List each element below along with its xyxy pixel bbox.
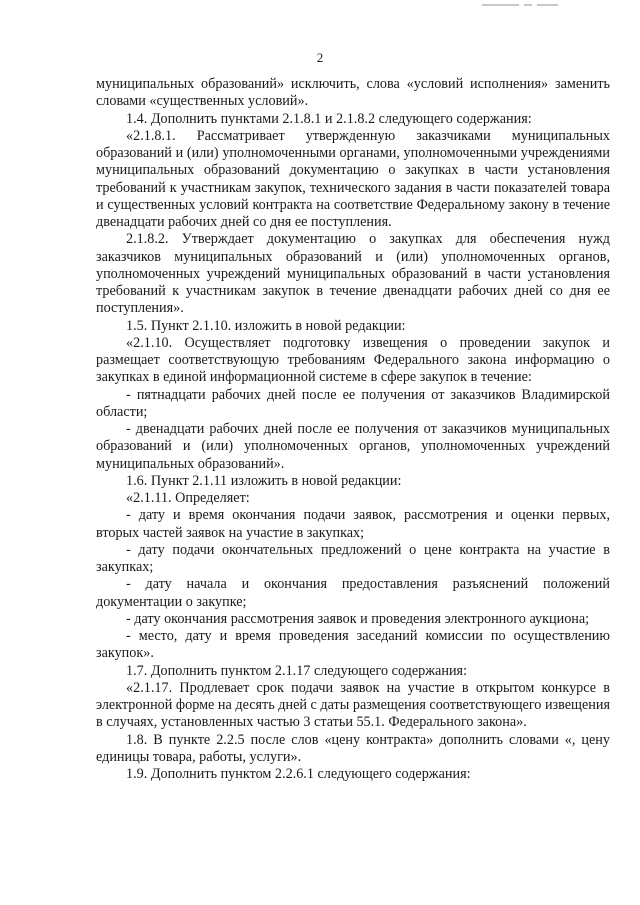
page-number: 2 <box>316 50 324 65</box>
paragraph: «2.1.17. Продлевает срок подачи заявок на участие в открытом конкурсе в электронной форме на десять дней с даты размещения соответствующего извещения в случаях, установленных частью 3 статьи 55.1. Федерального закона». <box>96 679 610 731</box>
paragraph: 1.9. Дополнить пунктом 2.2.6.1 следующего содержания: <box>126 766 471 782</box>
paragraph: «2.1.11. Определяет: <box>126 490 250 506</box>
paragraph: муниципальных образований» исключить, слова «условий исполнения» заменить словами «существенных условий». <box>96 76 610 110</box>
paragraph: 1.6. Пункт 2.1.11 изложить в новой редакции: <box>126 472 402 489</box>
list-item: - двенадцати рабочих дней после ее получения от заказчиков муниципальных образований и (или) уполномоченных органов, уполномоченных учреждений муниципальных образований». <box>96 421 610 472</box>
paragraph: 1.7. Дополнить пунктом 2.1.17 следующего содержания: <box>126 662 468 679</box>
scan-artifact <box>482 2 558 7</box>
paragraph: «2.1.8.1. Рассматривает утвержденную заказчиками муниципальных образований и (или) уполномоченными органами, уполномоченными учреждениями муниципальных образований документацию о закупках в части установления требований к участникам закупок, технического задания в части показателей товара и существенных условий контракта на соответствие Федеральному закону в течение двенадцати рабочих дней со дня ее поступления. <box>96 127 610 230</box>
list-item: - дату подачи окончательных предложений о цене контракта на участие в закупках; <box>96 541 610 575</box>
list-item: - дату и время окончания подачи заявок, рассмотрения и оценки первых, вторых частей заявок на участие в закупках; <box>96 507 610 541</box>
list-item: - пятнадцати рабочих дней после ее получения от заказчиков Владимирской области; <box>96 386 610 420</box>
paragraph: «2.1.10. Осуществляет подготовку извещения о проведении закупок и размещает соответствующую требованиям Федерального закона информацию о закупках в единой информационной системе в сфере закупок в течение: <box>96 334 610 386</box>
document-body <box>96 76 610 783</box>
paragraph: 1.4. Дополнить пунктами 2.1.8.1 и 2.1.8.2 следующего содержания: <box>126 110 532 127</box>
paragraph: 1.8. В пункте 2.2.5 после слов «цену контракта» дополнить словами «, цену единицы товара, работы, услуги». <box>96 731 610 765</box>
list-item: - место, дату и время проведения заседаний комиссии по осуществлению закупок». <box>96 628 610 662</box>
paragraph: 2.1.8.2. Утверждает документацию о закупках для обеспечения нужд заказчиков муниципальных образований и (или) уполномоченных органов, уполномоченных учреждений муниципальных образований в части установления требований к участникам закупок в течение двенадцати рабочих дней со дня ее поступления». <box>96 231 610 317</box>
list-item: - дату окончания рассмотрения заявок и проведения электронного аукциона; <box>126 610 590 627</box>
list-item: - дату начала и окончания предоставления разъяснений положений документации о закупке; <box>96 576 610 610</box>
paragraph: 1.5. Пункт 2.1.10. изложить в новой редакции: <box>126 317 406 334</box>
